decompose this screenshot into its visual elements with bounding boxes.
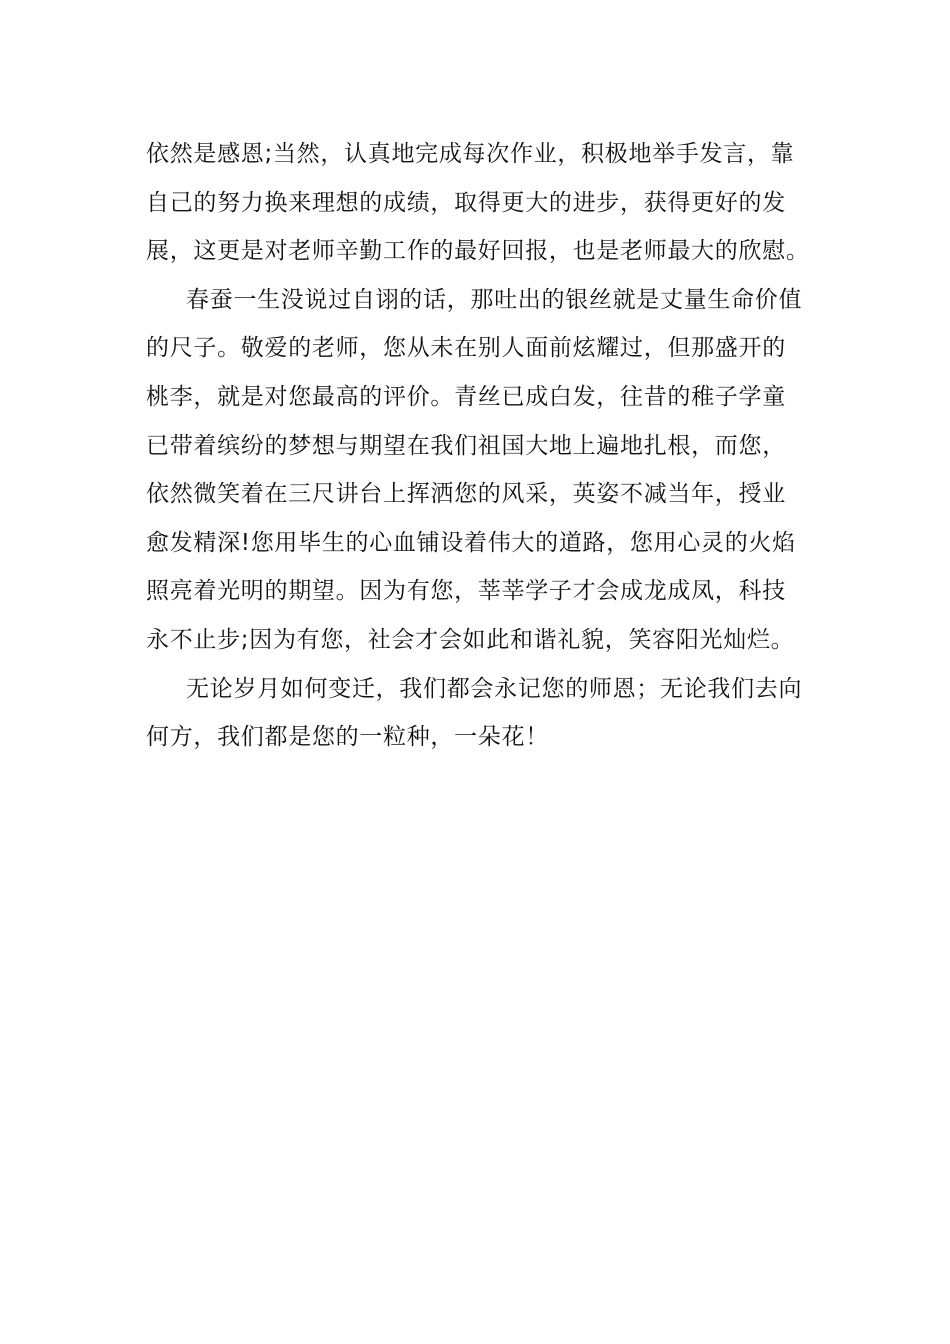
paragraph-start-line: 无论岁月如何变迁，我们都会永记您的师恩；无论我们去向	[186, 675, 803, 702]
text-line: 的尺子。敬爱的老师，您从未在别人面前炫耀过，但那盛开的	[146, 335, 786, 362]
text-line: 照亮着光明的期望。因为有您，莘莘学子才会成龙成凤，科技	[146, 578, 786, 605]
text-line: 依然是感恩;当然，认真地完成每次作业，积极地举手发言，靠	[146, 141, 795, 167]
paragraph-start-line: 春蚕一生没说过自诩的话，那吐出的银丝就是丈量生命价值	[186, 286, 803, 313]
text-line: 展，这更是对老师辛勤工作的最好回报，也是老师最大的欣慰。	[146, 238, 810, 265]
text-line: 愈发精深!您用毕生的心血铺设着伟大的道路，您用心灵的火焰	[146, 529, 796, 556]
text-line: 已带着缤纷的梦想与期望在我们祖国大地上遍地扎根，而您，	[146, 432, 786, 459]
text-line: 桃李，就是对您最高的评价。青丝已成白发，往昔的稚子学童	[146, 383, 786, 410]
text-line: 自己的努力换来理想的成绩，取得更大的进步，获得更好的发	[146, 189, 786, 216]
text-line: 何方，我们都是您的一粒种，一朵花！	[146, 724, 549, 751]
text-line: 永不止步;因为有您，社会才会如此和谐礼貌，笑容阳光灿烂。	[146, 626, 795, 653]
text-line: 依然微笑着在三尺讲台上挥洒您的风采，英姿不减当年，授业	[146, 481, 786, 508]
document-body	[146, 130, 810, 762]
